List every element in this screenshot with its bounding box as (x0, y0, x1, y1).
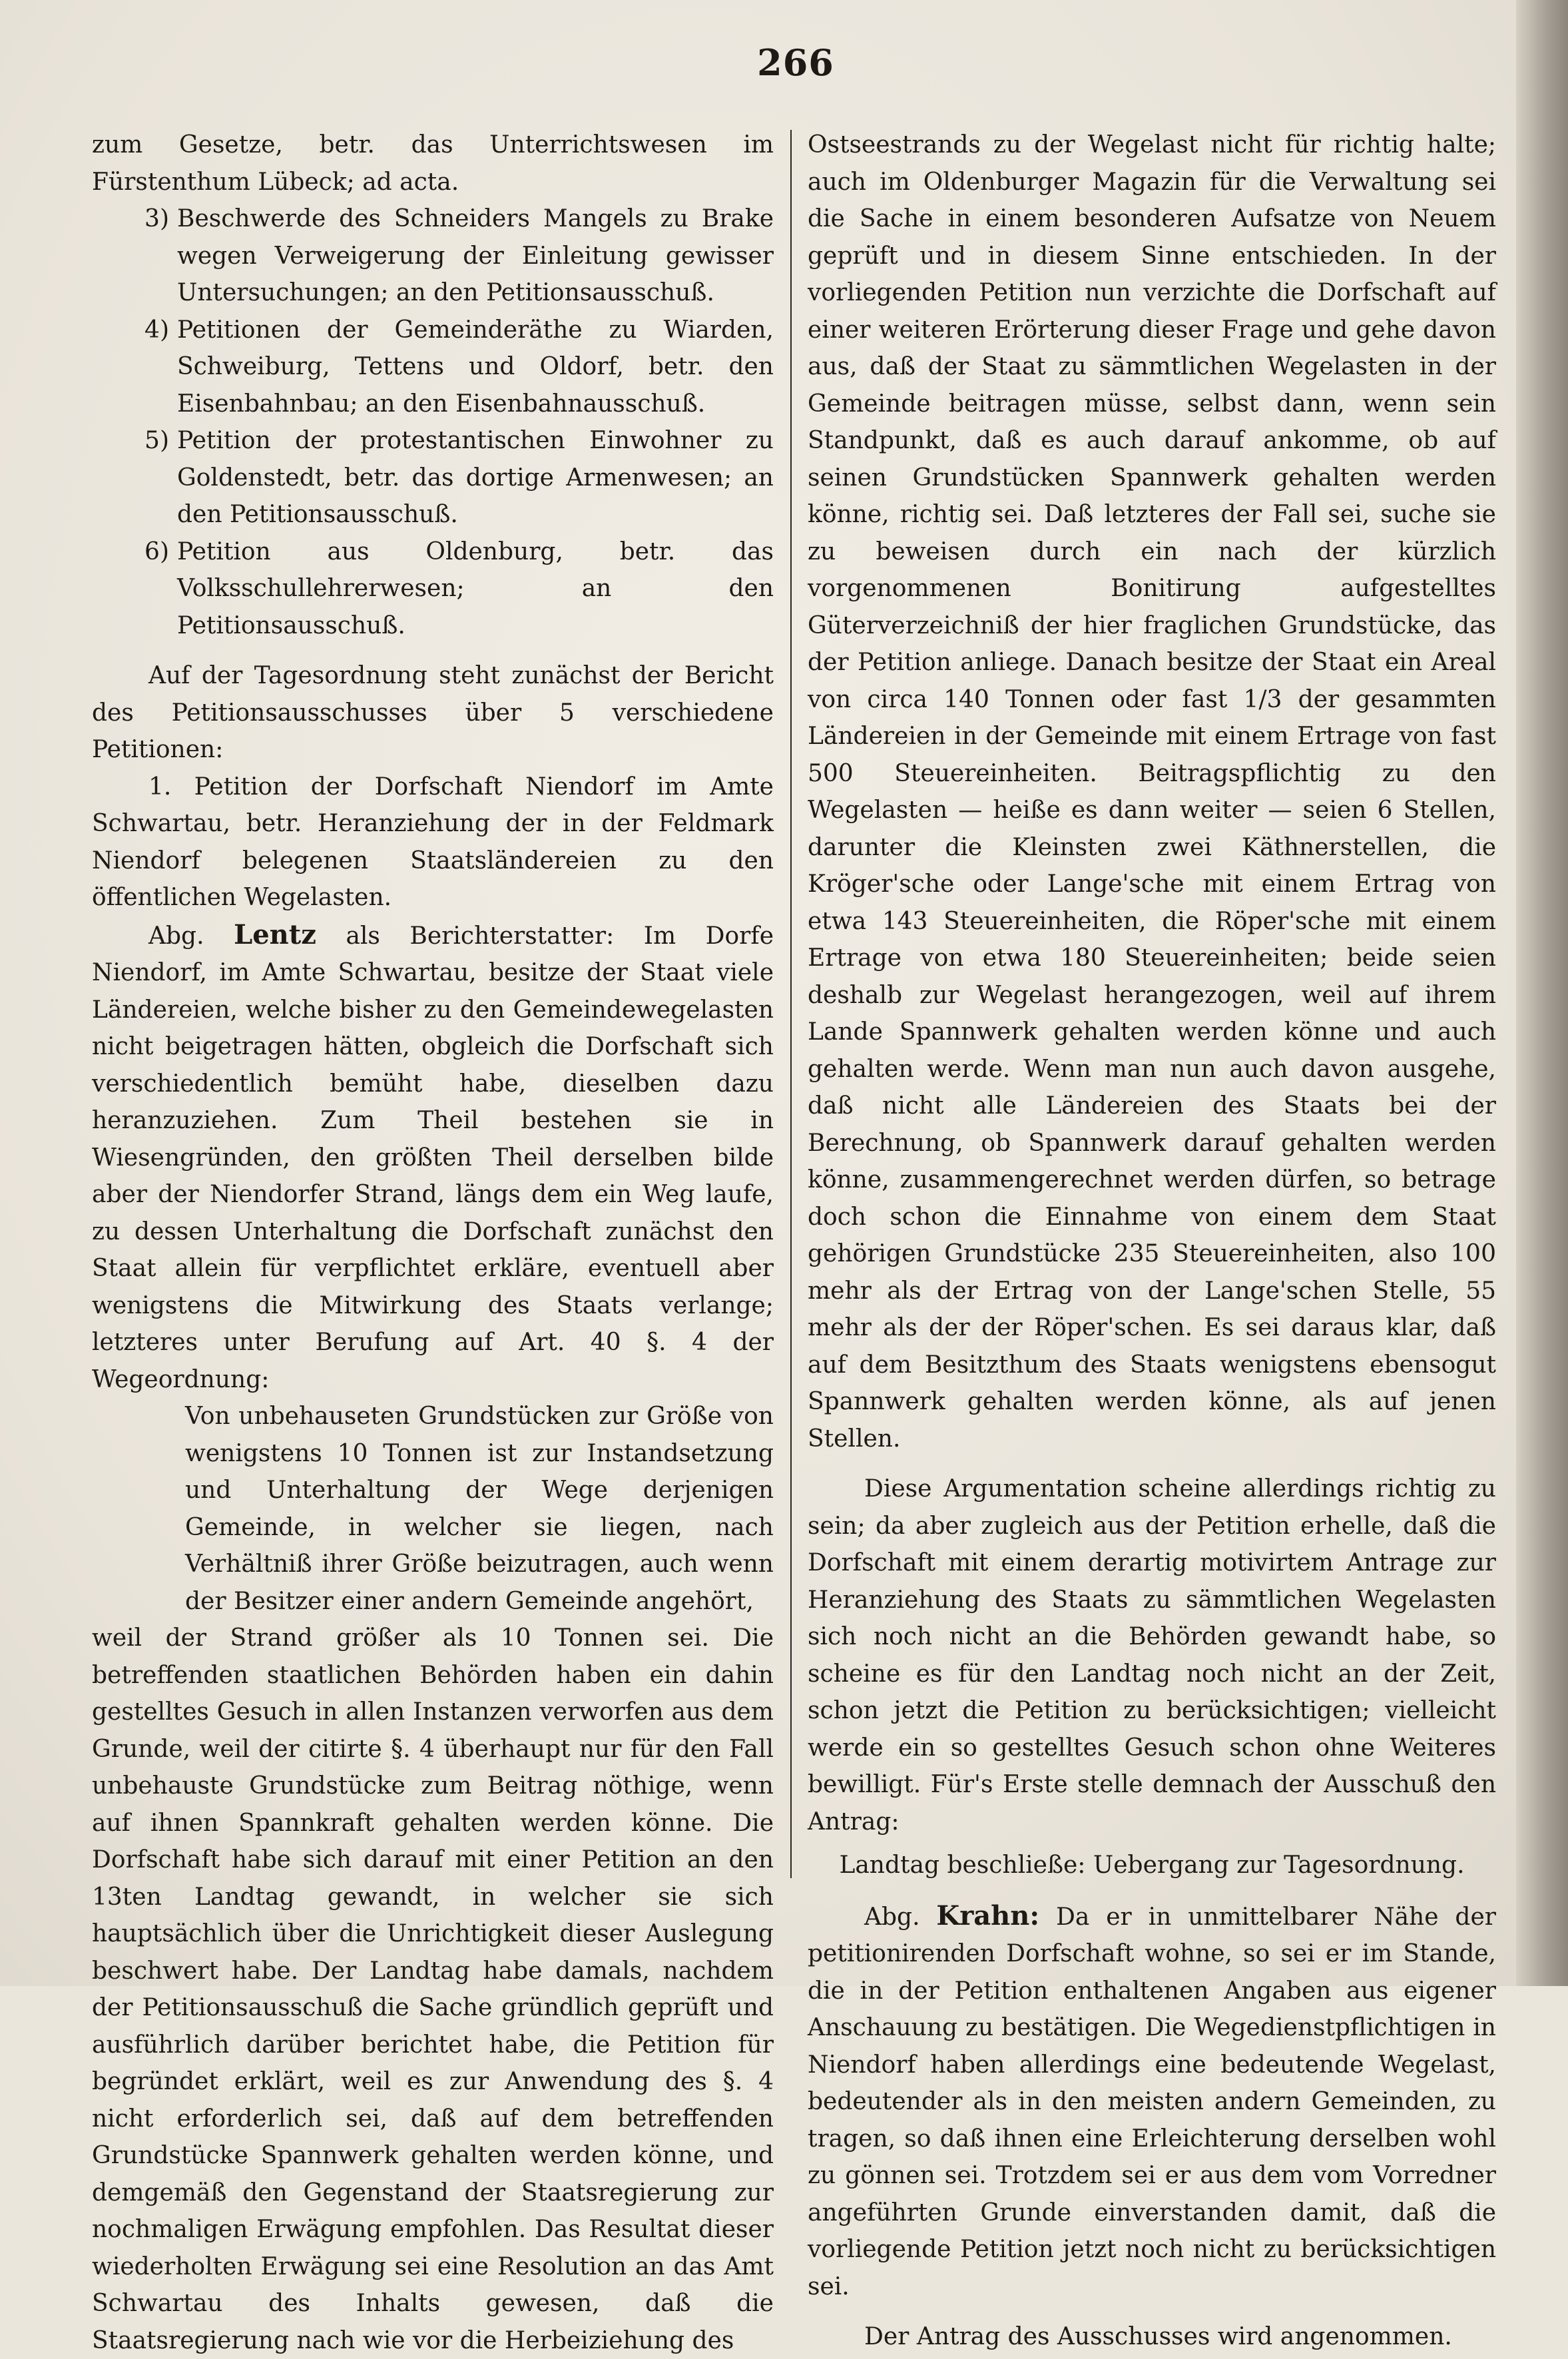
petition-one: 1. Petition der Dorfschaft Niendorf im Amte Schwartau, betr. Heranziehung der in der Feldmark Niendorf belegenen Staatsländereien zu den öffentlichen Wegelasten. (92, 773, 774, 911)
speech-krahn (808, 1897, 1496, 2306)
item-number: 4) (144, 316, 169, 344)
item-text: Beschwerde des Schneiders Mangels zu Brake wegen Verweigerung der Einleitung gewisser Untersuchungen; an den Petitionsausschuß. (177, 205, 774, 306)
page-number: 266 (757, 41, 834, 84)
speech-continuation: weil der Strand größer als 10 Tonnen sei. Die betreffenden staatlichen Behörden haben ein dahin gestelltes Gesuch in allen Instanzen verworfen aus dem Grunde, weil der citirte §. 4 überhaupt nur für den Fall unbehauste Grundstücke zum Beitrag nöthige, wenn auf ihnen Spannkraft gehalten werden könne. Die Dorfschaft habe sich darauf mit einer Petition an den 13ten Landtag gewandt, in welcher sie sich hauptsächlich über die Unrichtigkeit dieser Auslegung beschwert habe. Der Landtag habe damals, nachdem der Petitionsausschuß die Sache gründlich geprüft und ausführlich darüber berichtet habe, die Petition für begründet erklärt, weil es zur Anwendung des §. 4 nicht erforderlich sei, daß auf dem betreffenden Grundstücke Spannwerk gehalten werden könne, und demgemäß den Gegenstand der Staatsregierung zur nochmaligen Erwägung empfohlen. Das Resultat dieser wiederholten Erwägung sei eine Resolution an das Amt Schwartau des Inhalts gewesen, daß die Staatsregierung nach wie vor die Herbeiziehung des (92, 1624, 774, 2354)
speaker-name-krahn: Krahn: (936, 1899, 1040, 1931)
speaker-prefix: Abg. (148, 922, 204, 950)
item-text: Petition der protestantischen Einwohner zu Goldenstedt, betr. das dortige Armenwesen; an den Petitionsausschuß. (177, 427, 774, 528)
intro-item: zum Gesetze, betr. das Unterrichtswesen im Fürstenthum Lübeck; ad acta. (92, 131, 774, 196)
law-quote: Von unbehauseten Grundstücken zur Größe von wenigstens 10 Tonnen ist zur Instandsetzung und Unterhaltung der Wege derjenigen Gemeinde, in welcher sie liegen, nach Verhältniß ihrer Größe beizutragen, auch wenn der Besitzer einer andern Gemeinde angehört, (185, 1403, 774, 1615)
resolution-text: Der Antrag des Ausschusses wird angenommen. (864, 2323, 1452, 2350)
book-spine-shadow (1516, 0, 1568, 1986)
right-paragraph-2: Diese Argumentation scheine allerdings richtig zu sein; da aber zugleich aus der Petition erhelle, daß die Dorfschaft mit einem derartig motivirtem Antrage zur Heranziehung des Staats zu sämmtlichen Wegelasten sich noch nicht an die Behörden gewandt habe, so scheine es für den Landtag noch nicht an der Zeit, schon jetzt die Petition zu berücksichtigen; vielleicht werde ein so gestelltes Gesuch schon ohne Weiteres bewilligt. Für's Erste stelle demnach der Ausschuß den Antrag: (808, 1475, 1496, 1836)
item-number: 5) (144, 427, 169, 454)
list-item (92, 312, 774, 423)
agenda-paragraph: Auf der Tagesordnung steht zunächst der Bericht des Petitionsausschusses über 5 verschiedene Petitionen: (92, 662, 774, 763)
item-text: Petitionen der Gemeinderäthe zu Wiarden, Schweiburg, Tettens und Oldorf, betr. den Eisenbahnbau; an den Eisenbahnausschuß. (177, 316, 774, 418)
speaker-prefix: Abg. (864, 1903, 920, 1931)
speech-lentz (92, 916, 774, 1399)
speaker-name-lentz: Lentz (234, 918, 316, 950)
right-column (808, 127, 1496, 2356)
item-number: 6) (144, 537, 169, 565)
speech-text: als Berichterstatter: Im Dorfe Niendorf, im Amte Schwartau, besitze der Staat viele Ländereien, welche bisher zu den Gemeindewegelasten nicht beigetragen hätten, obgleich die Dorfschaft sich verschiedentlich bemüht habe, dieselben dazu heranzuziehen. Zum Theil bestehen sie in Wiesengründen, den größten Theil derselben bilde aber der Niendorfer Strand, längs dem ein Weg laufe, zu dessen Unterhaltung die Dorfschaft zunächst den Staat allein für verpflichtet erkläre, eventuell aber wenigstens die Mitwirkung des Staats verlange; letzteres unter Berufung auf Art. 40 §. 4 der Wegeordnung: (92, 922, 774, 1393)
item-number: 3) (144, 205, 169, 232)
speech-text: Da er in unmittelbarer Nähe der petitionirenden Dorfschaft wohne, so sei er im Stande, die in der Petition enthaltenen Angaben aus eigener Anschauung zu bestätigen. Die Wegedienstpflichtigen in Niendorf haben allerdings eine bedeutende Wegelast, bedeutender als in den meisten andern Gemeinden, zu tragen, so daß ihnen eine Erleichterung derselben wohl zu gönnen sei. Trotzdem sei er aus dem vom Vorredner angeführten Grunde einverstanden damit, daß die vorliegende Petition jetzt noch nicht zu berücksichtigen sei. (808, 1903, 1496, 2300)
column-divider (790, 130, 792, 1878)
item-text: Petition aus Oldenburg, betr. das Volksschullehrerwesen; an den Petitionsausschuß. (177, 537, 774, 639)
right-paragraph-1: Ostseestrands zu der Wegelast nicht für richtig halte; auch im Oldenburger Magazin für die Verwaltung sei die Sache in einem besonderen Aufsatze von Neuem geprüft und in diesem Sinne entschieden. In der vorliegenden Petition nun verzichte die Dorfschaft auf einer weiteren Erörterung dieser Frage und gehe davon aus, daß der Staat zu sämmtlichen Wegelasten in der Gemeinde beitragen müsse, selbst dann, wenn sein Standpunkt, daß es auch darauf ankomme, ob auf seinen Grundstücken Spannwerk gehalten werden könne, richtig sei. Daß letzteres der Fall sei, suche sie zu beweisen durch ein nach der kürzlich vorgenommenen Bonitirung aufgestelltes Güterverzeichniß der hier fraglichen Grundstücke, das der Petition anliege. Danach besitze der Staat ein Areal von circa 140 Tonnen oder fast 1/3 der gesammten Ländereien in der Gemeinde mit einem Ertrage von fast 500 Steuereinheiten. Beitragspflichtig zu den Wegelasten — heiße es dann weiter — seien 6 Stellen, darunter die Kleinsten zwei Käthnerstellen, die Kröger'sche oder Lange'sche mit einem Ertrag von etwa 143 Steuereinheiten, die Röper'sche mit einem Ertrage von etwa 180 Steuereinheiten; beide seien deshalb zur Wegelast herangezogen, weil auf ihrem Lande Spannwerk gehalten werden könne und auch gehalten werde. Wenn man nun auch davon ausgehe, daß nicht alle Ländereien des Staats bei der Berechnung, ob Spannwerk darauf gehalten werden könne, zusammengerechnet werden dürfen, so betrage doch schon die Einnahme von einem dem Staat gehörigen Grundstücke 235 Steuereinheiten, also 100 mehr als der Ertrag von der Lange'schen Stelle, 55 mehr als der der Röper'schen. Es sei daraus klar, daß auf dem Besitzthum des Staats wenigstens ebensogut Spannwerk gehalten werden könne, als auf jenen Stellen. (808, 131, 1496, 1453)
left-column (92, 127, 774, 2359)
list-item (92, 422, 774, 533)
list-item (92, 200, 774, 312)
motion-text: Landtag beschließe: Uebergang zur Tagesordnung. (839, 1852, 1465, 1879)
list-item (92, 533, 774, 645)
